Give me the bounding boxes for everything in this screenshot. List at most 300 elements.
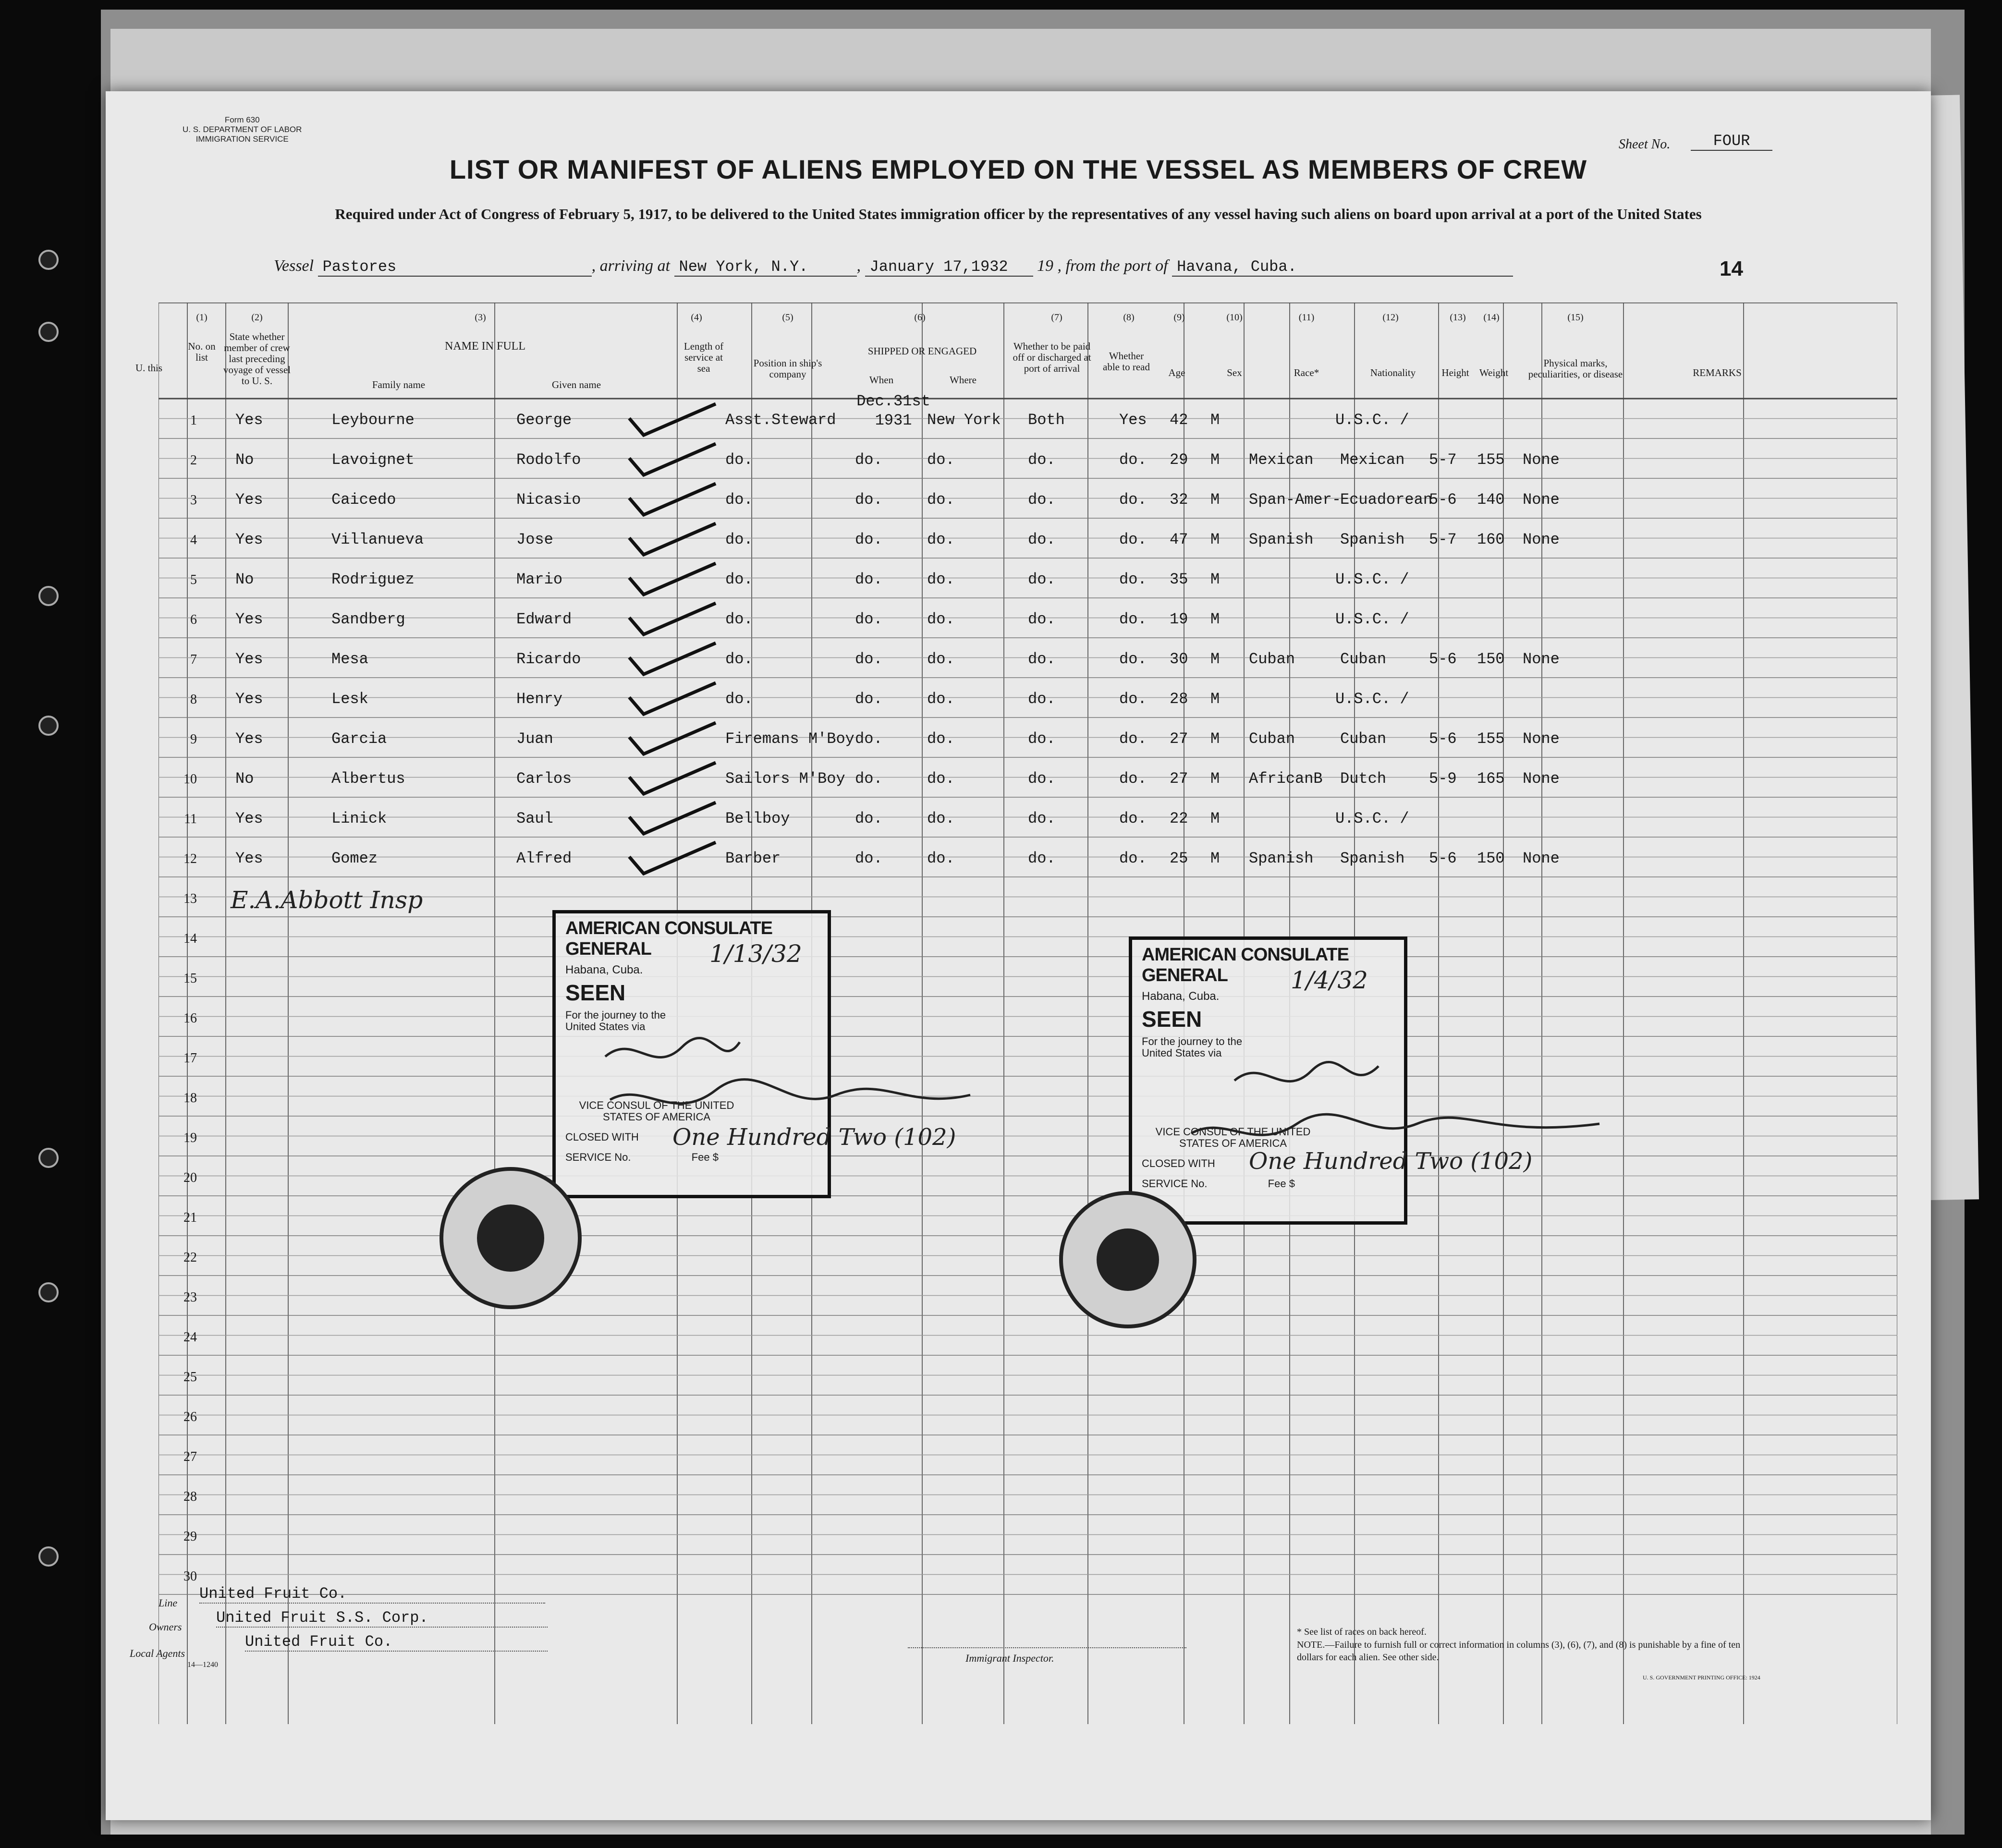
row-number: 4 [190,533,197,547]
cell-when: do. [855,810,883,827]
row-number: 28 [183,1489,197,1504]
col-head-age: Age [1168,367,1185,378]
stamp-service-no: SERVICE No. Fee $ [1142,1178,1295,1190]
col-head-sex: Sex [1227,367,1242,378]
cell-age: 47 [1170,531,1188,548]
cell-read: do. [1119,690,1147,708]
row-number: 7 [190,652,197,667]
cell-age: 25 [1170,850,1188,867]
cell-where: do. [927,650,955,668]
stamp-closed-with: CLOSED WITH [1142,1157,1215,1169]
cell-paid: do. [1028,770,1056,788]
cell-race: Cuban [1249,730,1295,748]
cell-age: 29 [1170,451,1188,469]
cell-where: do. [927,850,955,867]
cell-when: do. [855,610,883,628]
row-number: 3 [190,493,197,508]
col-num: (14) [1483,312,1500,323]
col-num: (2) [251,312,263,323]
checkmark-icon [624,598,720,642]
cell-given: Ricardo [516,650,581,668]
col-head-paid: Whether to be paid off or discharged at port of arrival [1013,340,1091,374]
row-number: 16 [183,1011,197,1026]
cell-sex: M [1210,650,1220,668]
document-subtitle: Required under Act of Congress of February 5, 1917, to be delivered to the United States immigration officer by the representatives of any vessel having such aliens on board upon arrival at a port of the United States [335,206,1702,222]
cell-where: New York [927,411,1001,429]
cell-when: do. [855,571,883,588]
col-num: (5) [782,312,793,323]
eagle-emblem-icon [1097,1228,1159,1291]
cell-state: Yes [235,850,263,867]
cell-family: Lesk [331,690,368,708]
cell-read: do. [1119,850,1147,867]
cell-where: do. [927,451,955,469]
cell-family: Linick [331,810,387,827]
binder-hole [38,1546,59,1567]
col-num: (8) [1123,312,1135,323]
cell-family: Sandberg [331,610,405,628]
cell-height: 5-6 [1429,491,1457,509]
cell-read: Yes [1119,411,1147,429]
cell-when: Dec.31st 1931 [856,392,930,429]
cell-position: do. [725,571,753,588]
col-num: (4) [691,312,702,323]
cell-marks: None [1523,650,1560,668]
cell-nationality: U.S.C. / [1335,810,1409,827]
row-number: 13 [183,891,197,906]
cell-read: do. [1119,571,1147,588]
cell-position: Sailors M'Boy [725,770,845,788]
cell-where: do. [927,571,955,588]
sheet-no-value: FOUR [1691,132,1772,151]
consular-seal-2 [1059,1191,1196,1328]
arrival-date: January 17,1932 [865,258,1033,277]
cell-family: Rodriguez [331,571,415,588]
cell-age: 32 [1170,491,1188,509]
row-number: 24 [183,1330,197,1345]
binder-hole [38,1282,59,1302]
eagle-emblem-icon [477,1204,544,1272]
row-number: 6 [190,612,197,627]
col-head-length: Length of service at sea [684,340,724,374]
stamp-date: 1/13/32 [709,940,802,968]
cell-state: Yes [235,491,263,509]
cell-race: Mexican [1249,451,1314,469]
cell-given: Jose [516,531,553,548]
cell-marks: None [1523,850,1560,867]
cell-race: Spanish [1249,531,1314,548]
cell-position: do. [725,650,753,668]
cell-where: do. [927,531,955,548]
cell-given: Saul [516,810,553,827]
cell-when: do. [855,451,883,469]
cell-nationality: Spanish [1340,850,1405,867]
col-head-when: When [869,374,894,386]
col-num: (11) [1298,312,1315,323]
cell-paid: do. [1028,650,1056,668]
cell-marks: None [1523,491,1560,509]
cell-race: Spanish [1249,850,1314,867]
owners-value: United Fruit S.S. Corp. [216,1609,548,1628]
cell-when: do. [855,850,883,867]
cell-nationality: Mexican [1340,451,1405,469]
col-num: (1) [196,312,208,323]
stamp-title: AMERICAN CONSULATE GENERAL [1142,945,1349,985]
cell-weight: 140 [1477,491,1505,509]
col-head-race: Race* [1294,367,1319,378]
cell-paid: do. [1028,451,1056,469]
consul-signature-1 [596,1028,980,1133]
cell-paid: do. [1028,850,1056,867]
row-number: 1 [190,413,197,428]
from-port-label: from the port of [1065,257,1168,275]
cell-where: do. [927,690,955,708]
cell-family: Gomez [331,850,378,867]
cell-race: AfricanB [1249,770,1323,788]
cell-nationality: U.S.C. / [1335,690,1409,708]
row-number: 12 [183,851,197,866]
col-num: (15) [1567,312,1584,323]
owners-label: Owners [149,1621,182,1633]
cell-height: 5-7 [1429,531,1457,548]
stamp-vice-consul: VICE CONSUL OF THE UNITED STATES OF AMERICA [579,1099,734,1123]
cell-family: Garcia [331,730,387,748]
year-prefix: 19 [1037,257,1053,275]
row-number: 22 [183,1250,197,1265]
cell-position: do. [725,491,753,509]
cell-sex: M [1210,491,1220,509]
cell-where: do. [927,730,955,748]
cell-nationality: Spanish [1340,531,1405,548]
cell-nationality: Ecuadorean [1340,491,1433,509]
cell-nationality: Cuban [1340,650,1387,668]
cell-when: do. [855,491,883,509]
col-num: (6) [914,312,926,323]
cell-where: do. [927,610,955,628]
cell-weight: 150 [1477,850,1505,867]
document-title: LIST OR MANIFEST OF ALIENS EMPLOYED ON THE VESSEL AS MEMBERS OF CREW [449,154,1587,184]
agents-label: Local Agents [130,1647,185,1659]
vessel-line: Vessel Pastores , arriving at New York, N.Y. , January 17,1932 19 , from the port of Havana, Cuba. [274,257,1513,277]
cell-sex: M [1210,770,1220,788]
cell-read: do. [1119,810,1147,827]
binder-hole [38,716,59,736]
cell-height: 5-6 [1429,650,1457,668]
cell-weight: 155 [1477,451,1505,469]
cell-age: 19 [1170,610,1188,628]
binder-hole [38,586,59,606]
from-port: Havana, Cuba. [1172,258,1513,277]
agents-value: United Fruit Co. [245,1633,548,1652]
cell-state: Yes [235,690,263,708]
row-number: 21 [183,1210,197,1225]
cell-position: Bellboy [725,810,790,827]
row-number: 19 [183,1131,197,1145]
cell-position: Barber [725,850,781,867]
stamp-closed-with: CLOSED WITH [565,1131,639,1143]
cell-read: do. [1119,770,1147,788]
cell-state: No [235,451,254,469]
cell-age: 42 [1170,411,1188,429]
cell-paid: Both [1028,411,1065,429]
manifest-sheet [106,91,1931,1820]
col-head-remarks: REMARKS [1693,367,1742,378]
checkmark-icon [624,678,720,721]
row-number: 18 [183,1091,197,1106]
printer-mark: U. S. GOVERNMENT PRINTING OFFICE: 1924 [1643,1674,1760,1681]
cell-height: 5-6 [1429,850,1457,867]
cell-family: Leybourne [331,411,415,429]
sheet-mark: 14 [1720,257,1743,280]
col-head-where: Where [950,374,977,386]
cell-sex: M [1210,531,1220,548]
stamp-seen: SEEN [565,980,626,1005]
col-head-read: Whether able to read [1103,350,1150,373]
cell-when: do. [855,650,883,668]
cell-nationality: U.S.C. / [1335,411,1409,429]
cell-nationality: U.S.C. / [1335,571,1409,588]
cell-position: do. [725,610,753,628]
row-number: 29 [183,1529,197,1544]
col-num: (12) [1382,312,1399,323]
cell-position: do. [725,531,753,548]
checkmark-icon [624,559,720,602]
agents-code: 14—1240 [187,1661,218,1669]
cell-height: 5-9 [1429,770,1457,788]
cell-where: do. [927,810,955,827]
row-number: 27 [183,1449,197,1464]
table-grid [159,303,1897,1724]
col-num: (13) [1450,312,1466,323]
cell-sex: M [1210,810,1220,827]
checkmark-icon [624,479,720,522]
cell-read: do. [1119,610,1147,628]
col-num: (10) [1226,312,1243,323]
stamp-city: Habana, Cuba. [1142,990,1220,1003]
cell-age: 27 [1170,770,1188,788]
line-value: United Fruit Co. [199,1585,545,1604]
cell-given: Henry [516,690,563,708]
col-num: (9) [1173,312,1185,323]
cell-position: Firemans M'Boy [725,730,855,748]
cell-state: Yes [235,730,263,748]
cell-sex: M [1210,850,1220,867]
cell-sex: M [1210,451,1220,469]
col-head-weight: Weight [1479,367,1509,378]
cell-where: do. [927,491,955,509]
cell-race: Cuban [1249,650,1295,668]
cell-position: do. [725,690,753,708]
row-number: 23 [183,1290,197,1305]
cell-given: Alfred [516,850,572,867]
cell-height: 5-7 [1429,451,1457,469]
row-number: 20 [183,1170,197,1185]
cell-nationality: U.S.C. / [1335,610,1409,628]
row-number: 30 [183,1569,197,1584]
row-number: 2 [190,453,197,468]
vessel-name: Pastores [318,258,592,277]
cell-family: Caicedo [331,491,396,509]
cell-state: Yes [235,411,263,429]
cell-when: do. [855,690,883,708]
cell-height: 5-6 [1429,730,1457,748]
cell-when: do. [855,531,883,548]
cell-read: do. [1119,650,1147,668]
stamp-journey: For the journey to the United States via [1142,1035,1243,1059]
col-head-marks: Physical marks, peculiarities, or disease [1528,357,1623,380]
cell-paid: do. [1028,610,1056,628]
cell-age: 28 [1170,690,1188,708]
row-number: 5 [190,572,197,587]
cell-marks: None [1523,730,1560,748]
cell-sex: M [1210,571,1220,588]
cell-sex: M [1210,411,1220,429]
cell-weight: 160 [1477,531,1505,548]
cell-state: Yes [235,610,263,628]
stamp-title: AMERICAN CONSULATE GENERAL [565,918,772,959]
row-number: 10 [183,772,197,787]
col-head-name: NAME IN FULL [445,340,525,353]
cell-paid: do. [1028,730,1056,748]
stamp-service-no: SERVICE No. Fee $ [565,1151,719,1163]
row-number: 26 [183,1410,197,1424]
cell-age: 27 [1170,730,1188,748]
cell-given: Carlos [516,770,572,788]
cell-when: do. [855,770,883,788]
cell-given: Edward [516,610,572,628]
cell-weight: 165 [1477,770,1505,788]
cell-read: do. [1119,730,1147,748]
checkmark-icon [624,399,720,442]
cell-position: do. [725,451,753,469]
cell-position: Asst.Steward [725,411,836,429]
stamp-date: 1/4/32 [1291,966,1368,994]
footnote-penalty: NOTE.—Failure to furnish full or correct information in columns (3), (6), (7), and (8) is punishable by a fine of ten dollars for each alien. See other side. [1297,1640,1741,1663]
cell-nationality: Cuban [1340,730,1387,748]
row-number: 15 [183,971,197,986]
cell-paid: do. [1028,690,1056,708]
stamp-seen: SEEN [1142,1007,1202,1032]
cell-given: Nicasio [516,491,581,509]
stamp-1-fee-handwritten: One Hundred Two (102) [672,1124,956,1151]
row-number: 17 [183,1051,197,1066]
cell-age: 22 [1170,810,1188,827]
cell-race: Span-Amer- [1249,491,1342,509]
col-num: (3) [475,312,486,323]
cell-given: Juan [516,730,553,748]
cell-where: do. [927,770,955,788]
cell-when: do. [855,730,883,748]
arriving-place: New York, N.Y. [674,258,857,277]
cell-given: Rodolfo [516,451,581,469]
row-number: 11 [184,812,197,827]
row-number: 9 [190,732,197,747]
col-head-nationality: Nationality [1370,367,1416,378]
cell-paid: do. [1028,491,1056,509]
stamp-city: Habana, Cuba. [565,963,643,976]
cell-marks: None [1523,451,1560,469]
cell-marks: None [1523,770,1560,788]
line-label: Line [159,1597,178,1609]
cell-age: 30 [1170,650,1188,668]
checkmark-icon [624,798,720,841]
checkmark-icon [624,439,720,482]
cell-weight: 155 [1477,730,1505,748]
cell-family: Mesa [331,650,368,668]
row-number: 25 [183,1370,197,1385]
arriving-label: arriving at [599,257,670,275]
cell-family: Villanueva [331,531,424,548]
cell-state: No [235,770,254,788]
cell-read: do. [1119,491,1147,509]
cell-given: George [516,411,572,429]
sheet-no-label: Sheet No. [1619,137,1671,152]
cell-family: Lavoignet [331,451,415,469]
stamp-2-fee-handwritten: One Hundred Two (102) [1249,1148,1533,1175]
stamp-journey: For the journey to the United States via [565,1009,666,1033]
cell-state: Yes [235,531,263,548]
cell-state: No [235,571,254,588]
cell-age: 35 [1170,571,1188,588]
row-number: 14 [183,931,197,946]
cell-paid: do. [1028,810,1056,827]
col-head-state: State whether member of crew last preceding voyage of vessel to U. S. [223,331,291,387]
checkmark-icon [624,838,720,881]
checkmark-icon [624,718,720,761]
form-header [183,115,302,144]
cell-sex: M [1210,730,1220,748]
cell-paid: do. [1028,571,1056,588]
cell-read: do. [1119,531,1147,548]
cell-state: Yes [235,650,263,668]
service: IMMIGRATION SERVICE [195,134,289,144]
col-head-family: Family name [372,379,426,390]
cell-nationality: Dutch [1340,770,1387,788]
inspector-signature: E.A.Abbott Insp [231,886,423,914]
checkmark-icon [624,638,720,681]
cell-weight: 150 [1477,650,1505,668]
department: U. S. DEPARTMENT OF LABOR [183,125,302,134]
consular-seal-1 [439,1167,582,1309]
consul-signature-2 [1177,1052,1609,1157]
binder-hole [38,1148,59,1168]
cell-state: Yes [235,810,263,827]
col-head-no: No. on list [188,340,216,363]
col-num: (7) [1051,312,1062,323]
vessel-label: Vessel [274,257,314,275]
cell-given: Mario [516,571,563,588]
footnote-races: * See list of races on back hereof. [1297,1627,1427,1637]
binder-hole [38,322,59,342]
col-head-u: U. this [135,362,162,374]
cell-family: Albertus [331,770,405,788]
col-head-position: Position in ship's company [753,357,822,380]
binder-hole [38,250,59,270]
checkmark-icon [624,519,720,562]
cell-sex: M [1210,610,1220,628]
cell-marks: None [1523,531,1560,548]
checkmark-icon [624,758,720,801]
cell-paid: do. [1028,531,1056,548]
row-number: 8 [190,692,197,707]
immigrant-inspector-label: Immigrant Inspector. [965,1652,1054,1664]
stamp-vice-consul: VICE CONSUL OF THE UNITED STATES OF AMERICA [1155,1126,1311,1149]
cell-sex: M [1210,690,1220,708]
col-head-given: Given name [551,379,601,390]
form-number: Form 630 [224,115,260,124]
col-head-height: Height [1441,367,1469,378]
col-head-shipped: SHIPPED OR ENGAGED [867,345,977,357]
